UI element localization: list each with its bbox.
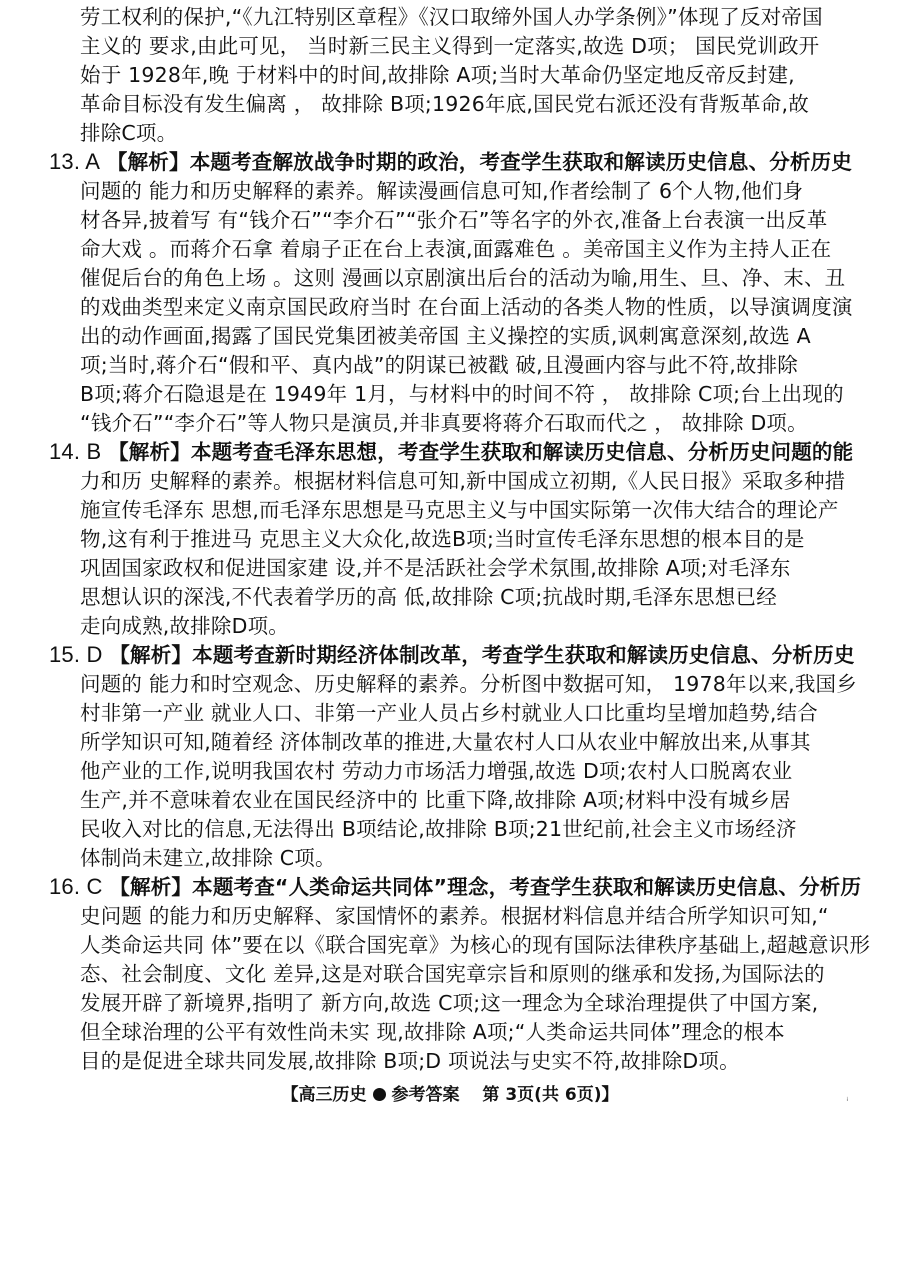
- page-footer: [0, 1082, 900, 1108]
- paragraph-line: 施宣传毛泽东 思想,而毛泽东思想是马克思主义与中国实际第一次伟大结合的理论产: [80, 498, 839, 522]
- paragraph-line: 劳工权利的保护,“《九江特别区章程》《汉口取缔外国人办学条例》”体现了反对帝国: [80, 5, 823, 29]
- corner-mark: ⁠ꜟ: [846, 1093, 849, 1104]
- paragraph-line: 发展开辟了新境界,指明了 新方向,故选 C项;这一理念为全球治理提供了中国方案,: [80, 991, 819, 1015]
- analysis-lead: 本题考查“人类命运共同体”理念，考查学生获取和解读历史信息、分析历: [192, 875, 862, 899]
- analysis-tag: 【解析】: [109, 643, 193, 667]
- analysis-lead: 本题考查新时期经济体制改革，考查学生获取和解读历史信息、分析历史: [192, 643, 855, 667]
- paragraph-line: 问题的 能力和历史解释的素养。解读漫画信息可知,作者绘制了 6个人物,他们身: [80, 179, 804, 203]
- paragraph-line: 村非第一产业 就业人口、非第一产业人员占乡村就业人口比重均呈增加趋势,结合: [80, 701, 818, 725]
- analysis-tag: 【解析】: [106, 150, 190, 174]
- paragraph-line: 体制尚未建立,故排除 C项。: [80, 846, 336, 870]
- footer-left: 【高三历史: [281, 1085, 367, 1105]
- question-number: 15. D: [49, 642, 103, 667]
- question-15-first-line: [49, 640, 855, 670]
- paragraph-line: 革命目标没有发生偏离 ， 故排除 B项;1926年底,国民党右派还没有背叛革命,故: [80, 92, 809, 116]
- analysis-tag: 【解析】: [108, 440, 191, 464]
- analysis-lead: 本题考查解放战争时期的政治，考查学生获取和解读历史信息、分析历史: [189, 150, 853, 174]
- paragraph-line: 主义的 要求,由此可见， 当时新三民主义得到一定落实,故选 D项； 国民党训政开: [80, 34, 820, 58]
- analysis-tag: 【解析】: [109, 875, 193, 899]
- paragraph-line: 态、社会制度、文化 差异,这是对联合国宪章宗旨和原则的继承和发扬,为国际法的: [80, 962, 825, 986]
- question-number: 14. B: [49, 439, 102, 464]
- question-number: 13. A: [49, 149, 101, 174]
- paragraph-line: 人类命运共同 体”要在以《联合国宪章》为核心的现有国际法律秩序基础上,超越意识形: [80, 933, 871, 957]
- paragraph-line: B项;蒋介石隐退是在 1949年 1月，与材料中的时间不符 ， 故排除 C项;台上出现的: [80, 382, 844, 406]
- paragraph-line: 生产,并不意味着农业在国民经济中的 比重下降,故排除 A项;材料中没有城乡居: [80, 788, 791, 812]
- paragraph-line: 出的动作画面,揭露了国民党集团被美帝国 主义操控的实质,讽刺寓意深刻,故选 A: [80, 324, 811, 348]
- paragraph-line: “钱介石”“李介石”等人物只是演员,并非真要将蒋介石取而代之 ， 故排除 D项。: [80, 411, 808, 435]
- bullet-icon: [373, 1088, 386, 1101]
- paragraph-line: 的戏曲类型来定义南京国民政府当时 在台面上活动的各类人物的性质，以导演调度演: [80, 295, 853, 319]
- paragraph-line: 问题的 能力和时空观念、历史解释的素养。分析图中数据可知， 1978年以来,我国乡: [80, 672, 857, 696]
- paragraph-line: 走向成熟,故排除D项。: [80, 614, 290, 638]
- question-14-first-line: [49, 437, 853, 467]
- paragraph-line: 巩固国家政权和促进国家建 设,并不是活跃社会学术氛围,故排除 A项;对毛泽东: [80, 556, 791, 580]
- paragraph-line: 项;当时,蒋介石“假和平、真内战”的阴谋已被戳 破,且漫画内容与此不符,故排除: [80, 353, 799, 377]
- paragraph-line: 所学知识可知,随着经 济体制改革的推进,大量农村人口从农业中解放出来,从事其: [80, 730, 811, 754]
- paragraph-line: 但全球治理的公平有效性尚未实 现,故排除 A项;“人类命运共同体”理念的根本: [80, 1020, 785, 1044]
- paragraph-line: 材各异,披着写 有“钱介石”“李介石”“张介石”等名字的外衣,准备上台表演一出反革: [80, 208, 828, 232]
- question-number: 16. C: [49, 874, 103, 899]
- question-16-first-line: [49, 872, 861, 902]
- paragraph-line: 思想认识的深浅,不代表着学历的高 低,故排除 C项;抗战时期,毛泽东思想已经: [80, 585, 777, 609]
- paragraph-line: 排除C项。: [80, 121, 178, 145]
- paragraph-line: 史问题 的能力和历史解释、家国情怀的素养。根据材料信息并结合所学知识可知,“: [80, 904, 829, 928]
- paragraph-line: 催促后台的角色上场 。这则 漫画以京剧演出后台的活动为喻,用生、旦、净、末、丑: [80, 266, 846, 290]
- footer-right: 参考答案 第 3页(共 6页)】: [391, 1085, 619, 1105]
- paragraph-line: 民收入对比的信息,无法得出 B项结论,故排除 B项;21世纪前,社会主义市场经济: [80, 817, 797, 841]
- paragraph-line: 命大戏 。而蒋介石拿 着扇子正在台上表演,面露难色 。美帝国主义作为主持人正在: [80, 237, 832, 261]
- paragraph-line: 他产业的工作,说明我国农村 劳动力市场活力增强,故选 D项;农村人口脱离农业: [80, 759, 793, 783]
- analysis-lead: 本题考查毛泽东思想，考查学生获取和解读历史信息、分析历史问题的能: [190, 440, 854, 464]
- paragraph-line: 始于 1928年,晚 于材料中的时间,故排除 A项;当时大革命仍坚定地反帝反封建,: [80, 63, 795, 87]
- paragraph-line: 力和历 史解释的素养。根据材料信息可知,新中国成立初期,《人民日报》采取多种措: [80, 469, 846, 493]
- question-13-first-line: [49, 147, 852, 177]
- paragraph-line: 物,这有利于推进马 克思主义大众化,故选B项;当时宣传毛泽东思想的根本目的是: [80, 527, 805, 551]
- paragraph-line: 目的是促进全球共同发展,故排除 B项;D 项说法与史实不符,故排除D项。: [80, 1049, 740, 1073]
